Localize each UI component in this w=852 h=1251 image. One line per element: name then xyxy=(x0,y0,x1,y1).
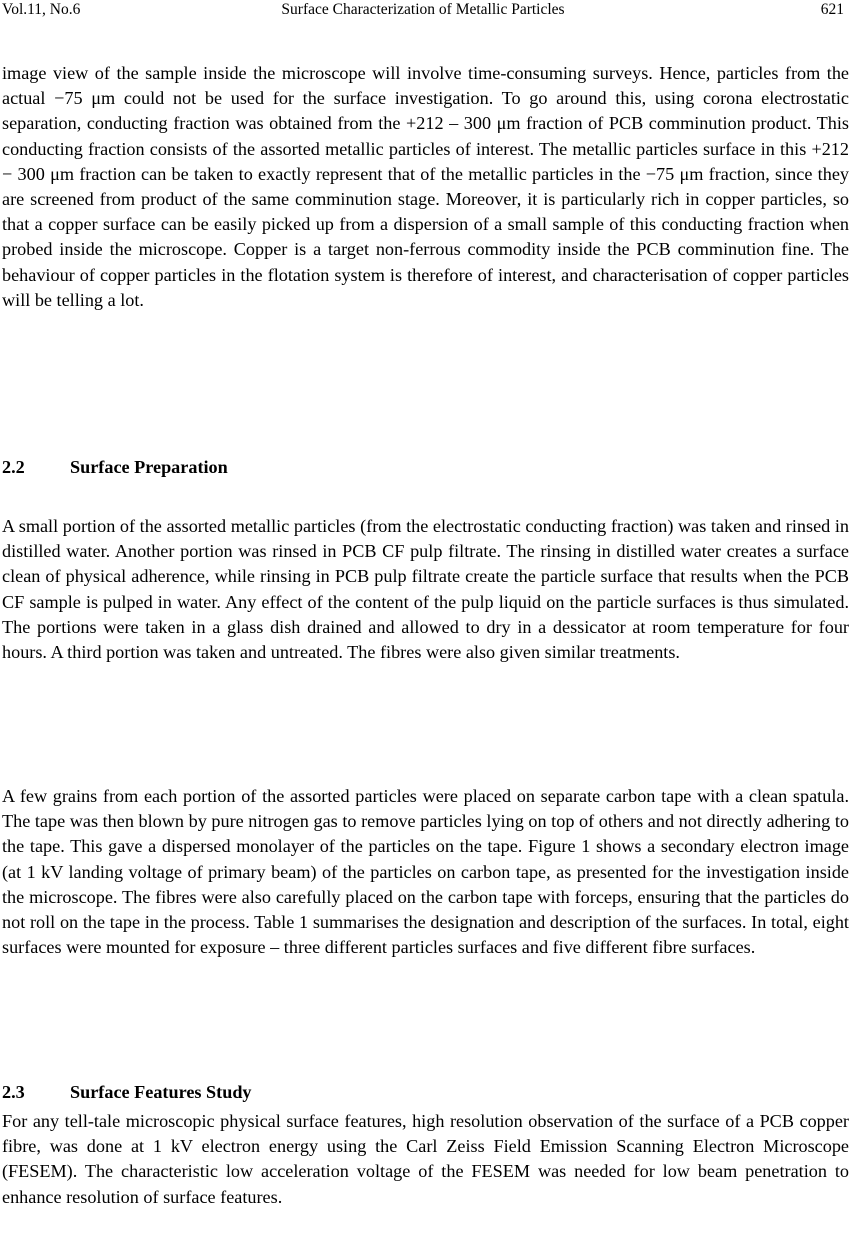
section-heading-surface-features-study xyxy=(2,1080,252,1105)
paragraph-surface-features: For any tell-tale microscopic physical surface features, high resolution observation of the surface of a PCB copper fibre, was done at 1 kV electron energy using the Carl Zeiss Field Emission Scanning Electron Microscope (FESEM). The characteristic low acceleration voltage of the FESEM was needed for low beam penetration to enhance resolution of surface features. xyxy=(2,1111,849,1207)
section-title: Surface Features Study xyxy=(70,1082,252,1102)
paragraph-continuation: image view of the sample inside the microscope will involve time-consuming surveys. Hence, particles from the actual −75 μm could not be used for the surface investigation. To go around this, using corona electrostatic separation, conducting fraction was obtained from the +212 – 300 μm fraction of PCB comminution product. This conducting fraction consists of the assorted metallic particles of interest. The metallic particles surface in this +212 − 300 μm fraction can be taken to exactly represent that of the metallic particles in the −75 μm fraction, since they are screened from product of the same comminution stage. Moreover, it is particularly rich in copper particles, so that a copper surface can be easily picked up from a dispersion of a small sample of this conducting fraction when probed inside the microscope. Copper is a target non-ferrous commodity inside the PCB comminution fine. The behaviour of copper particles in the flotation system is therefore of interest, and characterisation of copper particles will be telling a lot. xyxy=(2,63,849,310)
paragraph-sample-mounting: A few grains from each portion of the assorted particles were placed on separate carbon tape with a clean spatula. The tape was then blown by pure nitrogen gas to remove particles lying on top of others and not directly adhering to the tape. This gave a dispersed monolayer of the particles on the tape. Figure 1 shows a secondary electron image (at 1 kV landing voltage of primary beam) of the particles on carbon tape, as presented for the investigation inside the microscope. The fibres were also carefully placed on the carbon tape with forceps, ensuring that the particles do not roll on the tape in the process. Table 1 summarises the designation and description of the surfaces. In total, eight surfaces were mounted for exposure – three different particles surfaces and five different fibre surfaces. xyxy=(2,786,849,958)
journal-volume: Vol.11, No.6 xyxy=(2,1,81,18)
running-title: Surface Characterization of Metallic Particles xyxy=(281,1,565,18)
running-header xyxy=(2,0,844,22)
section-number: 2.3 xyxy=(2,1082,25,1102)
paragraph-surface-preparation: A small portion of the assorted metallic particles (from the electrostatic conducting fraction) was taken and rinsed in distilled water. Another portion was rinsed in PCB CF pulp filtrate. The rinsing in distilled water creates a surface clean of physical adherence, while rinsing in PCB pulp filtrate create the particle surface that results when the PCB CF sample is pulped in water. Any effect of the content of the pulp liquid on the particle surfaces is thus simulated. The portions were taken in a glass dish drained and allowed to dry in a dessicator at room temperature for four hours. A third portion was taken and untreated. The fibres were also given similar treatments. xyxy=(2,516,849,663)
section-heading-surface-preparation xyxy=(2,455,228,480)
section-title: Surface Preparation xyxy=(70,457,228,477)
section-number: 2.2 xyxy=(2,457,25,477)
page-number: 621 xyxy=(820,1,844,18)
